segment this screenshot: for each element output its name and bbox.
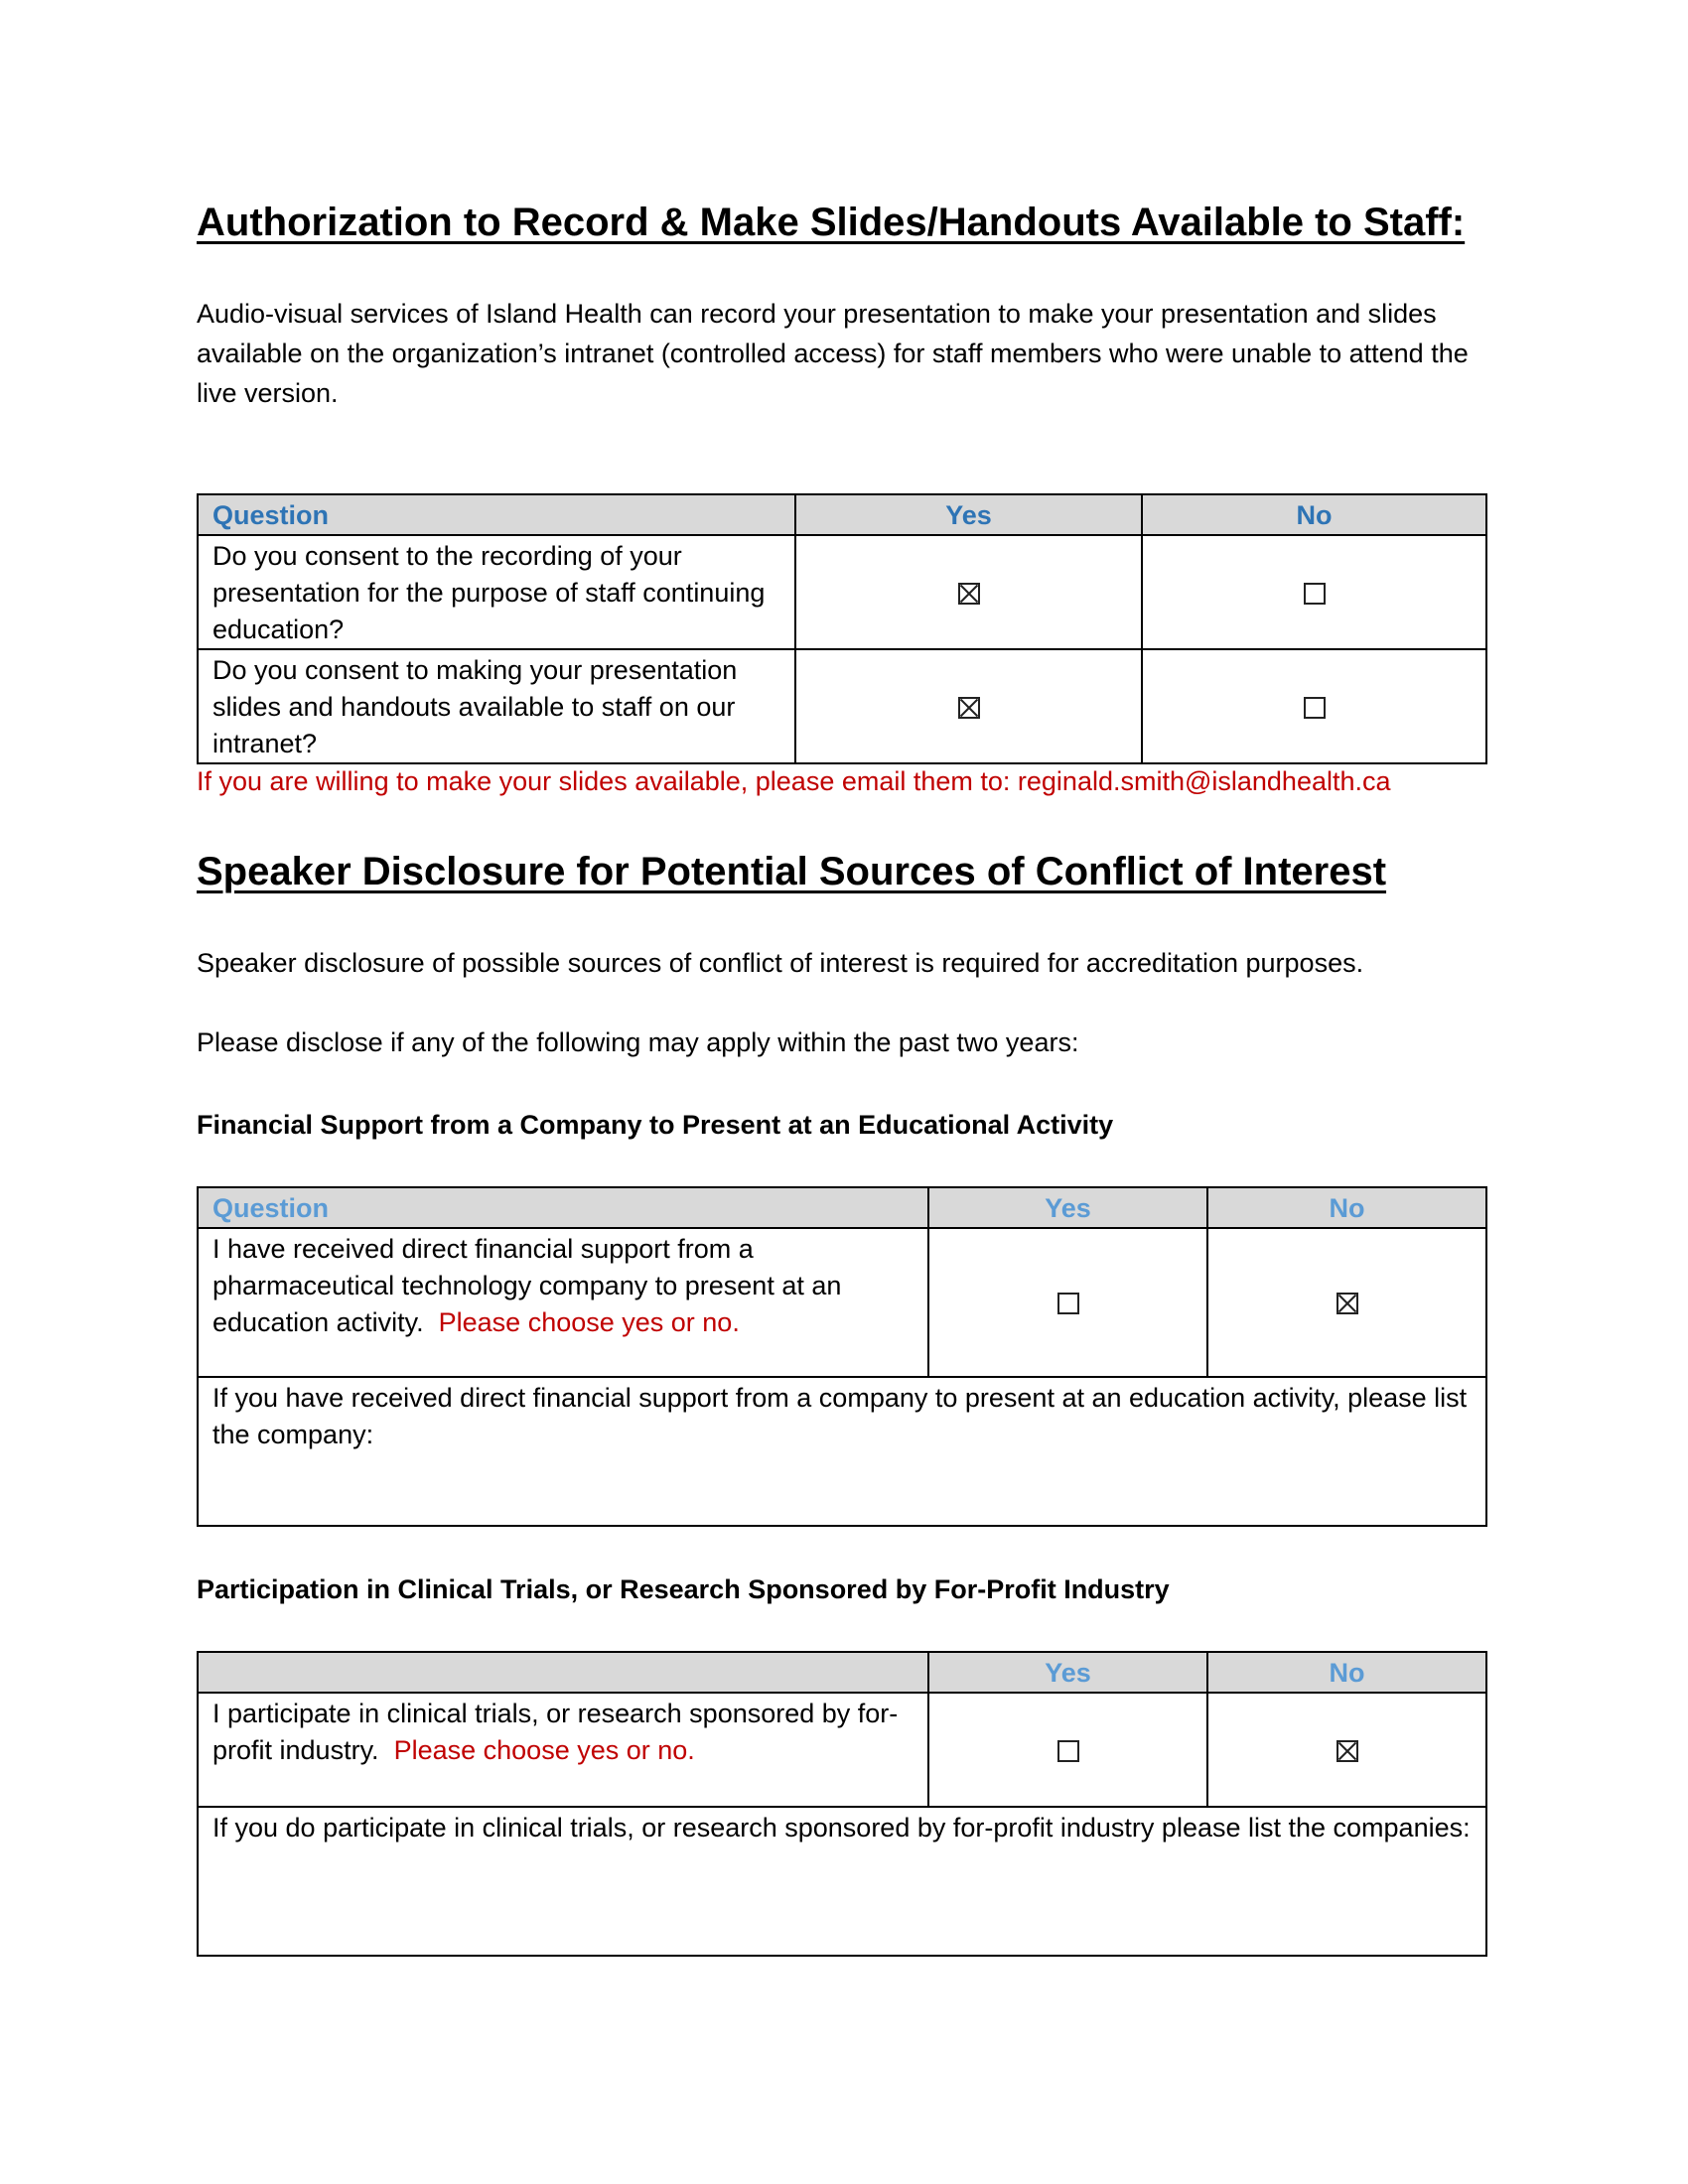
trials-yes-checkbox[interactable] [1057,1740,1079,1762]
financial-list-cell[interactable] [198,1377,1486,1526]
section2-intro-disclose: Please disclose if any of the following may apply within the past two years: [197,1027,1079,1057]
trials-list-label: If you do participate in clinical trials, or research sponsored by for-profit industry please list the companies: [212,1813,1471,1843]
consent-slides-yes-checkbox[interactable] [958,697,980,719]
financial-yes-checkbox[interactable] [1057,1293,1079,1314]
consent-slides-no-checkbox[interactable] [1304,697,1326,719]
section2-intro-accreditation: Speaker disclosure of possible sources of conflict of interest is required for accreditation purposes. [197,948,1364,978]
trials-header-yes: Yes [928,1652,1207,1693]
consent-recording-no-checkbox[interactable] [1304,583,1326,605]
consent-slides-question: Do you consent to making your presentation slides and handouts available to staff on our intranet? [198,649,795,763]
trials-no-checkbox[interactable] [1336,1740,1358,1762]
trials-list-row [198,1807,1486,1956]
consent-header-question: Question [198,494,795,535]
email-note: If you are willing to make your slides available, please email them to: reginald.smith@islandhealth.ca [197,766,1391,796]
trials-prompt: Please choose yes or no. [393,1735,695,1765]
financial-subheading: Financial Support from a Company to Present at an Educational Activity [197,1110,1114,1140]
financial-list-label: If you have received direct financial support from a company to present at an education activity, please list the company: [212,1383,1468,1449]
trials-table [197,1651,1487,1957]
trials-question [198,1693,928,1807]
section1-heading: Authorization to Record & Make Slides/Handouts Available to Staff: [197,201,1466,244]
financial-no-checkbox[interactable] [1336,1293,1358,1314]
table-row [198,649,1486,763]
section1-intro: Audio-visual services of Island Health can record your presentation to make your presentation and slides available on the organization’s intranet (controlled access) for staff members who were unable to attend the live version. [197,299,1469,408]
table-row [198,535,1486,649]
consent-recording-yes-checkbox[interactable] [958,583,980,605]
trials-question-text: I participate in clinical trials, or research sponsored by for-profit industry. [212,1699,899,1765]
financial-prompt: Please choose yes or no. [438,1307,740,1337]
financial-question [198,1228,928,1377]
financial-header-no: No [1207,1187,1486,1228]
trials-header-no: No [1207,1652,1486,1693]
financial-table [197,1186,1487,1527]
financial-question-text: I have received direct financial support from a pharmaceutical technology company to present at an education activity. [212,1234,842,1337]
trials-header-question [198,1652,928,1693]
trials-list-cell[interactable] [198,1807,1486,1956]
financial-header-yes: Yes [928,1187,1207,1228]
financial-header-question: Question [198,1187,928,1228]
consent-table [197,493,1487,764]
consent-header-yes: Yes [795,494,1142,535]
consent-recording-question: Do you consent to the recording of your presentation for the purpose of staff continuing education? [198,535,795,649]
financial-list-row [198,1377,1486,1526]
table-row [198,1228,1486,1377]
trials-subheading: Participation in Clinical Trials, or Research Sponsored by For-Profit Industry [197,1574,1170,1604]
table-row [198,1693,1486,1807]
consent-header-no: No [1142,494,1486,535]
section2-heading: Speaker Disclosure for Potential Sources of Conflict of Interest [197,850,1387,893]
